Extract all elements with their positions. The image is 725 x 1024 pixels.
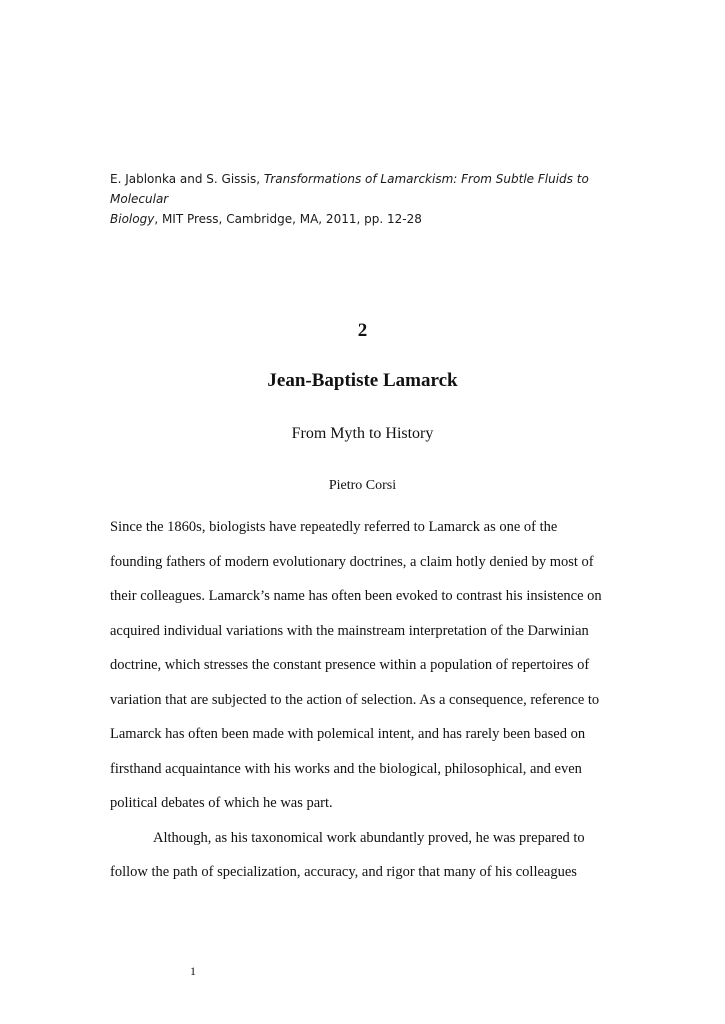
citation-book-title-line1: Transformations of Lamarckism: From Subtle Fluids to Molecular xyxy=(110,172,589,206)
body-line: their colleagues. Lamarck’s name has often been evoked to contrast his insistence on xyxy=(110,588,602,604)
body-line: doctrine, which stresses the constant presence within a population of repertoires of xyxy=(110,657,590,673)
body-line: follow the path of specialization, accuracy, and rigor that many of his colleagues xyxy=(110,864,577,880)
chapter-subtitle: From Myth to History xyxy=(291,425,434,442)
chapter-title: Jean-Baptiste Lamarck xyxy=(267,370,458,391)
body-line: variation that are subjected to the action of selection. As a consequence, reference to xyxy=(110,691,600,708)
chapter-author: Pietro Corsi xyxy=(328,478,397,493)
citation-book-title-line2: Biology xyxy=(110,212,155,226)
body-line: Since the 1860s, biologists have repeatedly referred to Lamarck as one of the xyxy=(110,519,558,535)
body-text xyxy=(110,517,620,897)
citation-suffix: , MIT Press, Cambridge, MA, 2011, pp. 12-28 xyxy=(154,212,422,226)
citation xyxy=(110,169,630,229)
body-line: Lamarck has often been made with polemical intent, and has rarely been based on xyxy=(110,726,586,742)
citation-prefix: E. Jablonka and S. Gissis, xyxy=(110,172,264,186)
body-line: founding fathers of modern evolutionary doctrines, a claim hotly denied by most of xyxy=(110,553,594,570)
body-line-indented: Although, as his taxonomical work abundantly proved, he was prepared to xyxy=(153,829,585,846)
page-number: 1 xyxy=(190,964,196,978)
chapter-number: 2 xyxy=(357,320,368,341)
body-line: political debates of which he was part. xyxy=(110,795,333,811)
body-line: acquired individual variations with the mainstream interpretation of the Darwinian xyxy=(110,622,589,639)
body-line: firsthand acquaintance with his works and the biological, philosophical, and even xyxy=(110,760,582,777)
